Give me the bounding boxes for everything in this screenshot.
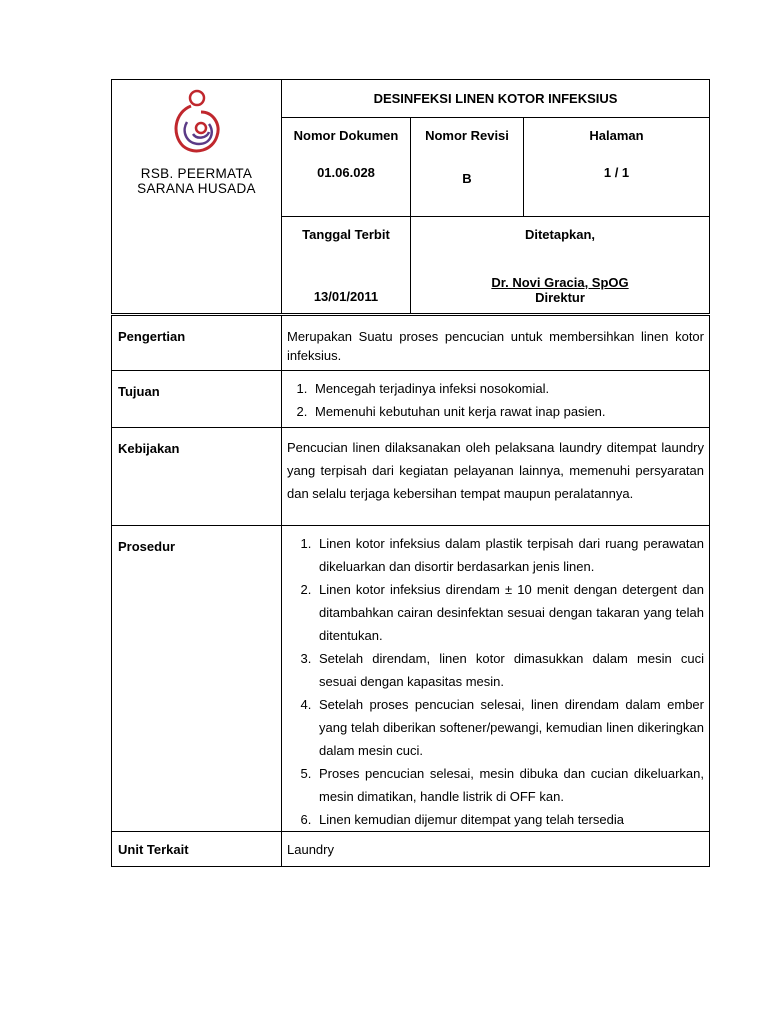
approved-label: Ditetapkan, [524,227,596,242]
approval-cell [411,217,710,314]
section-prosedur [112,526,710,832]
list-item: 2. Memenuhi kebutuhan unit kerja rawat inap pasien. [311,400,704,423]
document-header [111,79,710,314]
organization-name [112,166,281,196]
section-list [282,371,710,428]
list-item: 2. Linen kotor infeksius direndam ± 10 menit dengan detergent dan ditambahkan cairan desinfektan sesuai dengan takaran yang telah ditentukan. [315,578,704,647]
organization-name-line1: RSB. PEERMATA [140,166,253,181]
section-text: Laundry [282,832,710,867]
approver-name: Dr. Novi Gracia, SpOG [491,275,629,290]
sop-document [111,79,709,867]
organization-name-line2: SARANA HUSADA [137,181,256,196]
issue-date-value: 13/01/2011 [313,289,379,304]
section-pengertian [112,316,710,371]
section-kebijakan [112,428,710,526]
revision-label: Nomor Revisi [425,128,509,143]
document-number-cell [282,118,411,217]
document-number-label: Nomor Dokumen [293,128,399,143]
section-unit-terkait [112,832,710,867]
list-item: 3. Setelah direndam, linen kotor dimasukkan dalam mesin cuci sesuai dengan kapasitas mesin. [315,647,704,693]
mother-child-logo-icon [167,86,227,158]
list-item: 6. Linen kemudian dijemur ditempat yang telah tersedia [315,808,704,831]
revision-cell [411,118,524,217]
document-number-value: 01.06.028 [317,165,375,180]
page-label: Halaman [589,128,644,143]
section-tujuan [112,371,710,428]
section-label: Prosedur [112,526,282,832]
list-item: 4. Setelah proses pencucian selesai, linen direndam dalam ember yang telah diberikan softener/pewangi, kemudian linen dikeringkan dalam mesin cuci. [315,693,704,762]
organization-cell [112,80,282,314]
section-list [282,526,710,832]
revision-value: B [462,171,472,186]
list-item: 1. Linen kotor infeksius dalam plastik terpisah dari ruang perawatan dikeluarkan dan disortir berdasarkan jenis linen. [315,532,704,578]
page-cell [524,118,710,217]
section-text: Merupakan Suatu proses pencucian untuk membersihkan linen kotor infeksius. [282,316,710,371]
issue-date-label: Tanggal Terbit [302,227,390,242]
list-item: 5. Proses pencucian selesai, mesin dibuka dan cucian dikeluarkan, mesin dimatikan, handle listrik di OFF kan. [315,762,704,808]
document-body [111,315,710,867]
section-label: Kebijakan [112,428,282,526]
issue-date-cell [282,217,411,314]
section-label: Tujuan [112,371,282,428]
section-label: Unit Terkait [112,832,282,867]
section-text: Pencucian linen dilaksanakan oleh pelaksana laundry ditempat laundry yang terpisah dari kegiatan pelayanan lainnya, memenuhi persyaratan dan selalu terjaga kebersihan tempat maupun peralatannya. [282,428,710,526]
approver-role: Direktur [535,290,585,305]
list-item: 1. Mencegah terjadinya infeksi nosokomial. [311,377,704,400]
section-label: Pengertian [112,316,282,371]
document-title: DESINFEKSI LINEN KOTOR INFEKSIUS [282,80,710,118]
page-value: 1 / 1 [603,165,630,180]
